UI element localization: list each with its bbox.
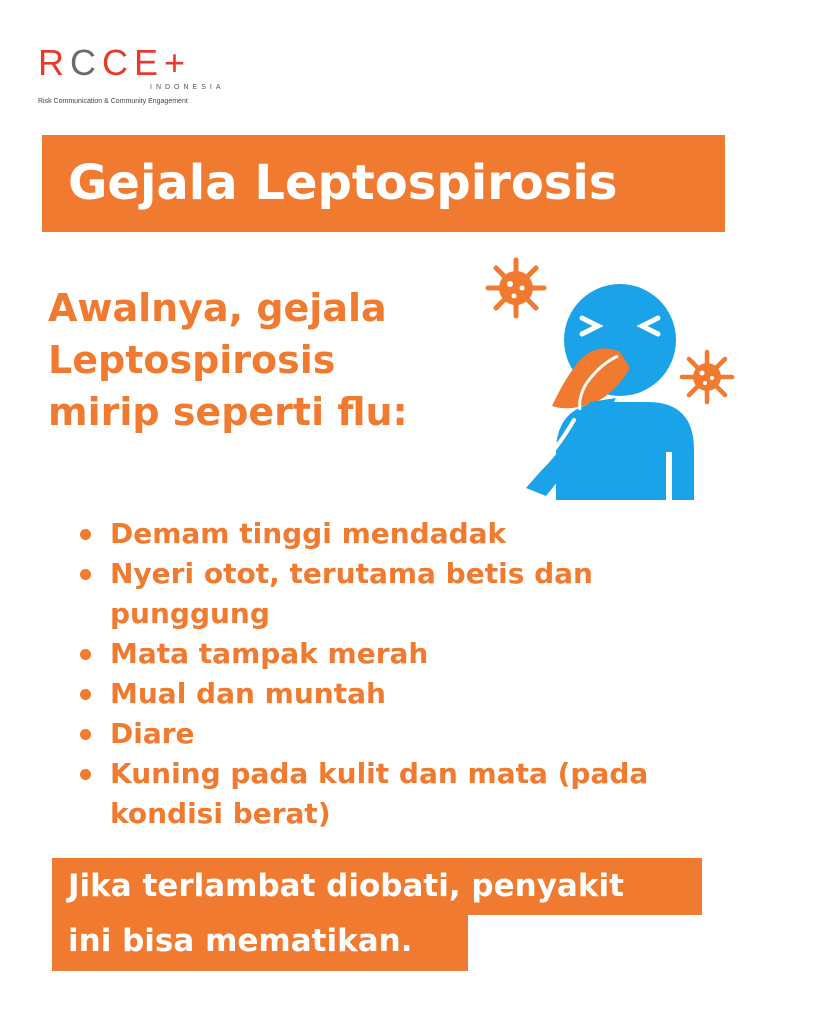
intro-text — [48, 282, 468, 438]
symptom-text: Diare — [110, 717, 195, 750]
intro-line: Awalnya, gejala — [48, 286, 387, 330]
list-item — [80, 754, 740, 834]
symptom-text: Demam tinggi mendadak — [110, 517, 507, 550]
warning-line-1: Jika terlambat diobati, penyakit — [52, 858, 702, 915]
intro-line: mirip seperti flu: — [48, 390, 408, 434]
list-item — [80, 674, 740, 714]
bullet — [80, 569, 91, 580]
page-title: Gejala Leptospirosis — [42, 135, 725, 232]
symptom-text: Kuning pada kulit dan mata (pada kondisi berat) — [110, 757, 649, 830]
list-item — [80, 514, 740, 554]
logo-wordmark — [38, 42, 191, 84]
bullet — [80, 729, 91, 740]
list-item — [80, 714, 740, 754]
logo-letter-r: R — [38, 42, 70, 83]
list-item — [80, 554, 740, 634]
sneezing-person-icon — [470, 252, 740, 504]
bullet — [80, 769, 91, 780]
symptom-text: Nyeri otot, terutama betis dan punggung — [110, 557, 593, 630]
warning-line-2: ini bisa mematikan. — [52, 915, 468, 971]
symptom-text: Mual dan muntah — [110, 677, 386, 710]
logo-country: INDONESIA — [150, 84, 225, 91]
symptom-text: Mata tampak merah — [110, 637, 429, 670]
logo-letters-ce-plus: CE+ — [102, 42, 192, 83]
bullet — [80, 649, 91, 660]
logo-tagline: Risk Communication & Community Engagement — [38, 98, 188, 105]
bullet — [80, 689, 91, 700]
virus-icon — [682, 352, 732, 402]
logo-letter-c: C — [70, 42, 102, 83]
list-item — [80, 634, 740, 674]
virus-icon — [488, 260, 544, 316]
intro-line: Leptospirosis — [48, 338, 336, 382]
symptom-list — [80, 514, 740, 834]
bullet — [80, 529, 91, 540]
race-logo — [38, 38, 238, 112]
